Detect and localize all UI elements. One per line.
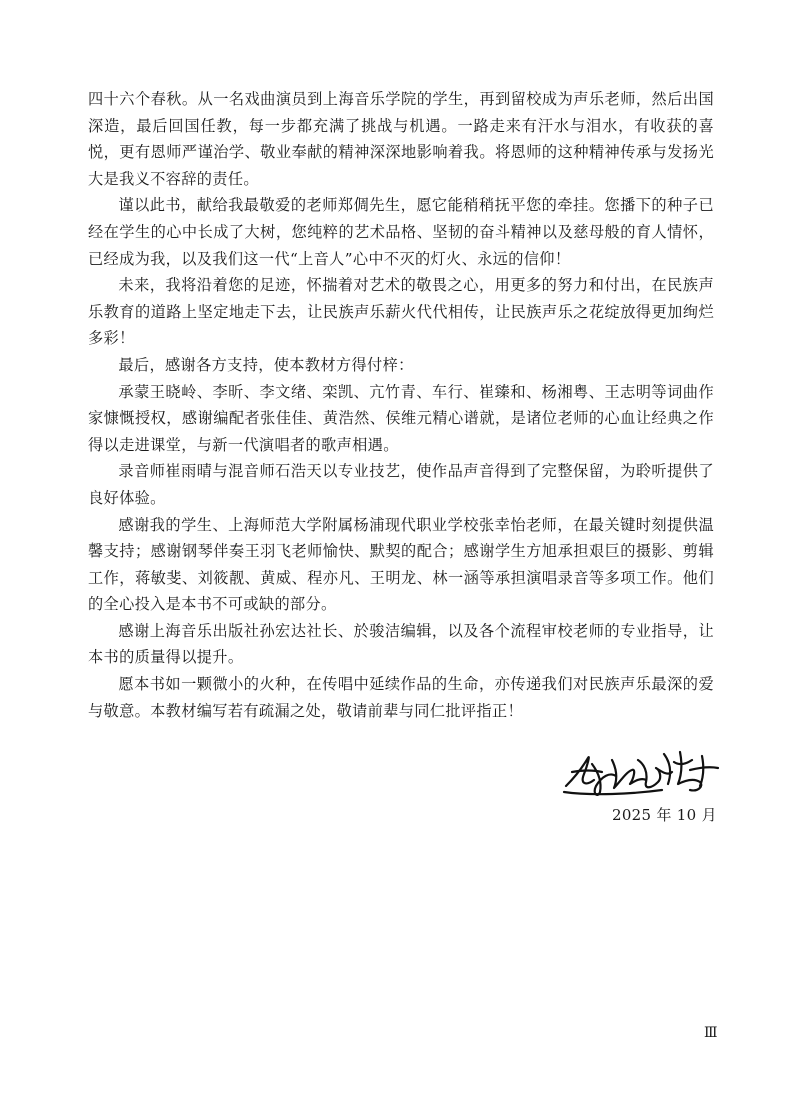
signature-date: 2025 年 10 月 [612,806,717,824]
paragraph-thanks-publisher: 感谢上海音乐出版社孙宏达社长、於骏洁编辑，以及各个流程审校老师的专业指导，让本书的质量得以提升。 [88,621,714,667]
paragraph-continued-seasons: 四十六个春秋。从一名戏曲演员到上海音乐学院的学生，再到留校成为声乐老师，然后出国深造，最后回国任教，每一步都充满了挑战与机遇。一路走来有汗水与泪水，有收获的喜悦，更有恩师严谨治学、敬业奉献的精神深深地影响着我。将恩师的这种精神传承与发扬光大是我义不容辞的责任。 [88,90,714,188]
paragraph-dedication: 谨以此书，献给我最敬爱的老师郑倜先生，愿它能稍稍抚平您的牵挂。您播下的种子已经在学生的心中长成了大树，您纯粹的艺术品格、坚韧的奋斗精神以及慈母般的育人情怀，已经成为我，以及我们这一代“上音人”心中不灭的灯火、永远的信仰！ [88,196,714,268]
paragraph-thanks-intro: 最后，感谢各方支持，使本教材方得付梓： [118,355,414,374]
paragraph-future: 未来，我将沿着您的足迹，怀揣着对艺术的敬畏之心，用更多的努力和付出，在民族声乐教育的道路上坚定地走下去，让民族声乐薪火代代相传，让民族声乐之花绽放得更加绚烂多彩！ [88,276,714,348]
paragraph-thanks-students: 感谢我的学生、上海师范大学附属杨浦现代职业学校张幸怡老师，在最关键时刻提供温馨支持；感谢钢琴伴奏王羽飞老师愉快、默契的配合；感谢学生方旭承担艰巨的摄影、剪辑工作，蒋敏斐、刘筱靓、黄威、程亦凡、王明龙、林一涵等承担演唱录音等多项工作。他们的全心投入是本书不可或缺的部分。 [88,515,714,614]
paragraph-thanks-composers: 承蒙王晓岭、李昕、李文绪、栾凯、亢竹青、车行、崔臻和、杨湘粤、王志明等词曲作家慷慨授权，感谢编配者张佳佳、黄浩然、侯维元精心谱就，是诸位老师的心血让经典之作得以走进课堂，与新一代演唱者的歌声相遇。 [88,382,714,454]
page-number: Ⅲ [704,1025,718,1041]
paragraph-closing-wish: 愿本书如一颗微小的火种，在传唱中延续作品的生命，亦传递我们对民族声乐最深的爱与敬意。本教材编写若有疏漏之处，敬请前辈与同仁批评指正！ [88,675,714,720]
preface-body [88,86,714,724]
handwritten-signature [562,742,726,804]
paragraph-thanks-recording: 录音师崔雨晴与混音师石浩天以专业技艺，使作品声音得到了完整保留，为聆听提供了良好体验。 [88,462,714,507]
